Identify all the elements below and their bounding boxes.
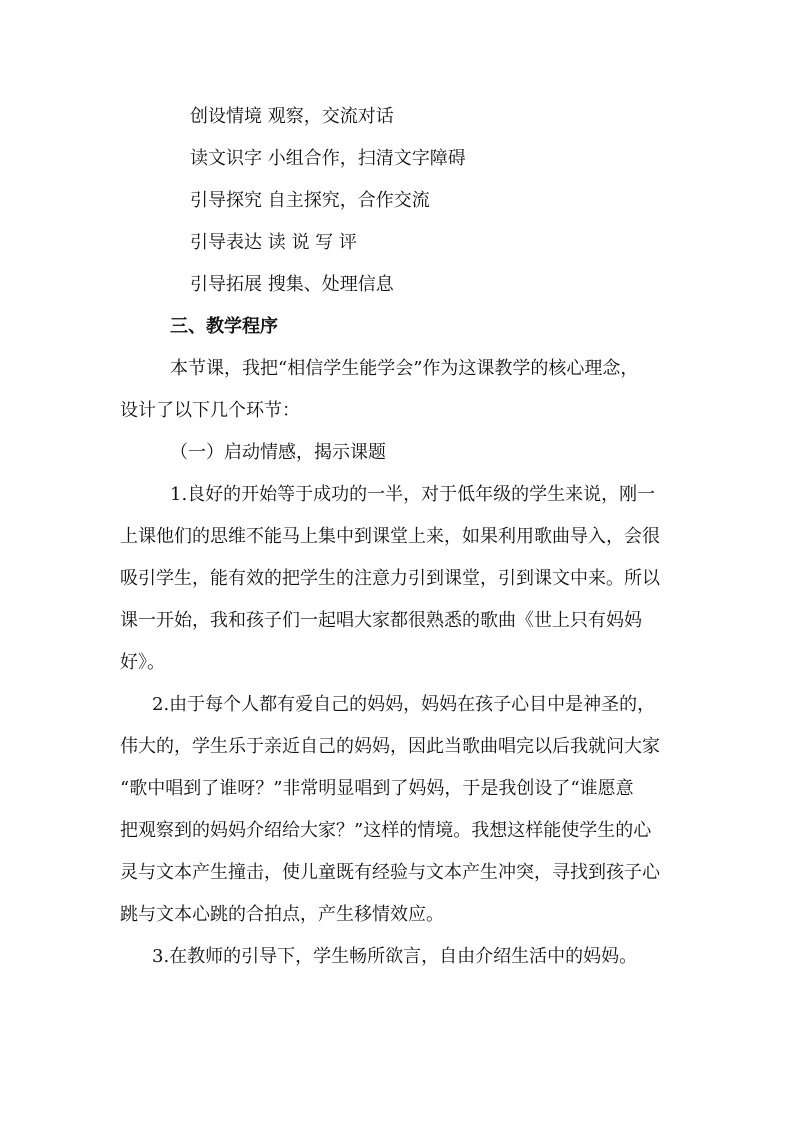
section-heading: 三、教学程序	[170, 316, 278, 337]
strategy-line-1: 创设情境 观察，交流对话	[190, 106, 394, 127]
intro-line-1: 本节课，我把“相信学生能学会”作为这课教学的核心理念，	[170, 358, 639, 379]
para1-line-5: 好》。	[120, 652, 165, 673]
para2-line-5: 灵与文本产生撞击，使儿童既有经验与文本产生冲突，寻找到孩子心	[120, 862, 660, 883]
strategy-line-5: 引导拓展 搜集、处理信息	[190, 274, 394, 295]
para1-line-2: 上课他们的思维不能马上集中到课堂上来，如果利用歌曲导入，会很	[120, 526, 660, 547]
strategy-line-3: 引导探究 自主探究，合作交流	[190, 190, 430, 211]
para2-line-3: “歌中唱到了谁呀？”非常明显唱到了妈妈，于是我创设了“谁愿意	[120, 778, 634, 799]
para1-line-3: 吸引学生，能有效的把学生的注意力引到课堂，引到课文中来。所以	[120, 568, 660, 589]
para2-line-4: 把观察到的妈妈介绍给大家？”这样的情境。我想这样能使学生的心	[120, 820, 652, 841]
para1-line-1: 1.良好的开始等于成功的一半，对于低年级的学生来说，刚一	[170, 484, 656, 505]
strategy-line-2: 读文识字 小组合作，扫清文字障碍	[190, 148, 466, 169]
para2-line-2: 伟大的，学生乐于亲近自己的妈妈，因此当歌曲唱完以后我就问大家	[120, 736, 660, 757]
para1-line-4: 课一开始，我和孩子们一起唱大家都很熟悉的歌曲《世上只有妈妈	[120, 610, 642, 631]
intro-line-2: 设计了以下几个环节：	[120, 400, 300, 421]
para3-line-1: 3.在教师的引导下，学生畅所欲言，自由介绍生活中的妈妈。	[152, 946, 638, 967]
para2-line-6: 跳与文本心跳的合拍点，产生移情效应。	[120, 904, 444, 925]
para2-line-1: 2.由于每个人都有爱自己的妈妈，妈妈在孩子心目中是神圣的，	[152, 694, 656, 715]
subheading: （一）启动情感，揭示课题	[170, 442, 386, 463]
strategy-line-4: 引导表达 读 说 写 评	[190, 232, 357, 253]
